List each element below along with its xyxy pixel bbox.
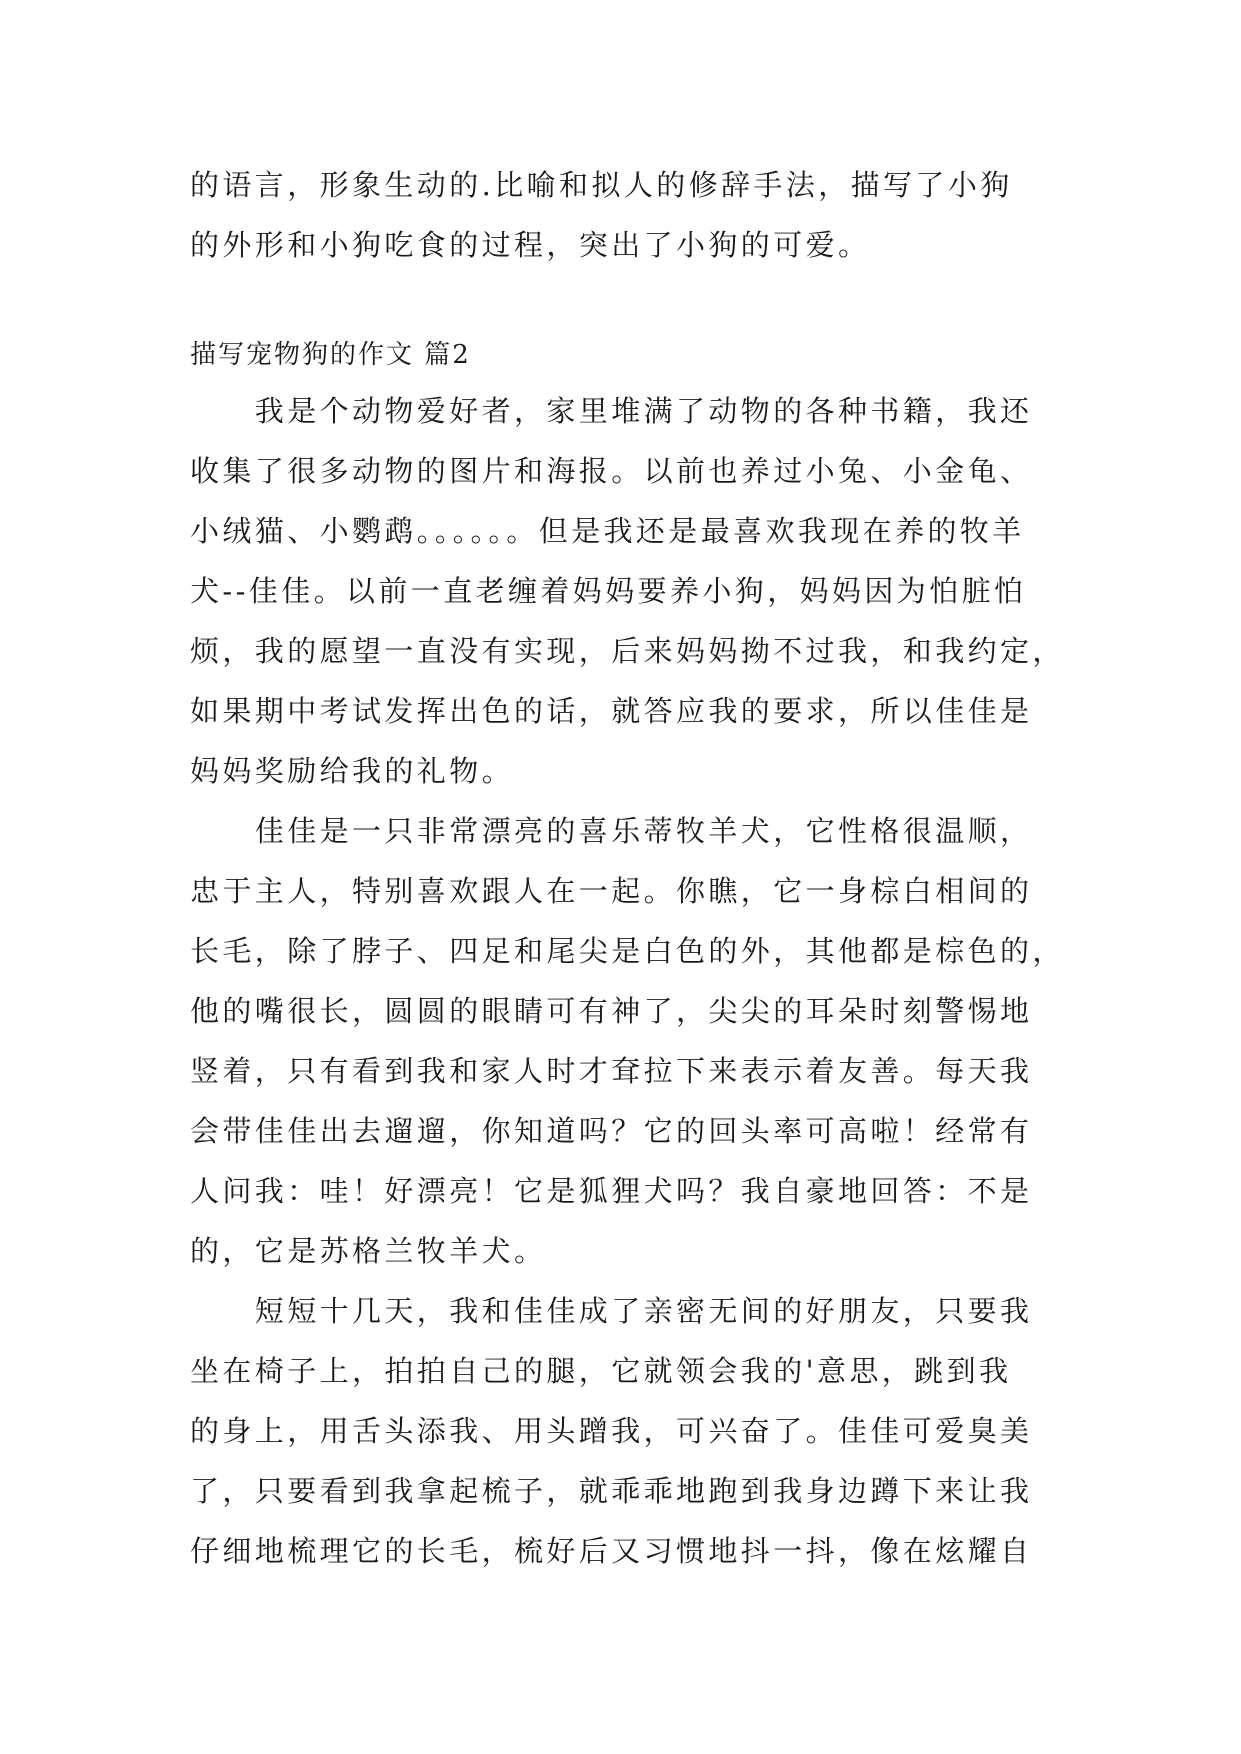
paragraph-3-line-5: 仔细地梳理它的长毛，梳好后又习惯地抖一抖，像在炫耀自 <box>190 1534 1033 1568</box>
paragraph-1-line-5: 烦，我的愿望一直没有实现，后来妈妈拗不过我，和我约定， <box>190 634 1065 668</box>
paragraph-2-line-6: 会带佳佳出去遛遛，你知道吗？它的回头率可高啦！经常有 <box>190 1114 1033 1148</box>
paragraph-3-line-2: 坐在椅子上，拍拍自己的腿，它就领会我的'意思，跳到我 <box>190 1354 1012 1388</box>
intro-line-2: 的外形和小狗吃食的过程，突出了小狗的可爱。 <box>190 228 871 262</box>
paragraph-1-line-7: 妈妈奖励给我的礼物。 <box>190 754 515 788</box>
paragraph-1-line-4: 犬--佳佳。以前一直老缠着妈妈要养小狗，妈妈因为怕脏怕 <box>190 574 1027 608</box>
paragraph-1-line-2: 收集了很多动物的图片和海报。以前也养过小兔、小金龟、 <box>190 454 1033 488</box>
intro-line-1: 的语言，形象生动的.比喻和拟人的修辞手法，描写了小狗 <box>190 168 1013 202</box>
paragraph-2-line-2: 忠于主人，特别喜欢跟人在一起。你瞧，它一身棕白相间的 <box>190 874 1033 908</box>
paragraph-3-line-4: 了，只要看到我拿起梳子，就乖乖地跑到我身边蹲下来让我 <box>190 1474 1033 1508</box>
paragraph-1-line-1: 我是个动物爱好者，家里堆满了动物的各种书籍，我还 <box>190 394 1033 428</box>
section-heading: 描写宠物狗的作文 篇2 <box>190 340 471 370</box>
paragraph-1-line-3: 小绒猫、小鹦鹉。。。。。。但是我还是最喜欢我现在养的牧羊 <box>190 514 1025 548</box>
paragraph-3-line-3: 的身上，用舌头添我、用头蹭我，可兴奋了。佳佳可爱臭美 <box>190 1414 1033 1448</box>
paragraph-3-line-1: 短短十几天，我和佳佳成了亲密无间的好朋友，只要我 <box>190 1294 1033 1328</box>
paragraph-2-line-1: 佳佳是一只非常漂亮的喜乐蒂牧羊犬，它性格很温顺， <box>190 814 1033 848</box>
paragraph-1-line-6: 如果期中考试发挥出色的话，就答应我的要求，所以佳佳是 <box>190 694 1033 728</box>
paragraph-2-line-8: 的，它是苏格兰牧羊犬。 <box>190 1234 547 1268</box>
paragraph-2-line-3: 长毛，除了脖子、四足和尾尖是白色的外，其他都是棕色的， <box>190 934 1065 968</box>
paragraph-2-line-4: 他的嘴很长，圆圆的眼睛可有神了，尖尖的耳朵时刻警惕地 <box>190 994 1033 1028</box>
paragraph-2-line-5: 竖着，只有看到我和家人时才耷拉下来表示着友善。每天我 <box>190 1054 1033 1088</box>
paragraph-2-line-7: 人问我：哇！好漂亮！它是狐狸犬吗？我自豪地回答：不是 <box>190 1174 1033 1208</box>
